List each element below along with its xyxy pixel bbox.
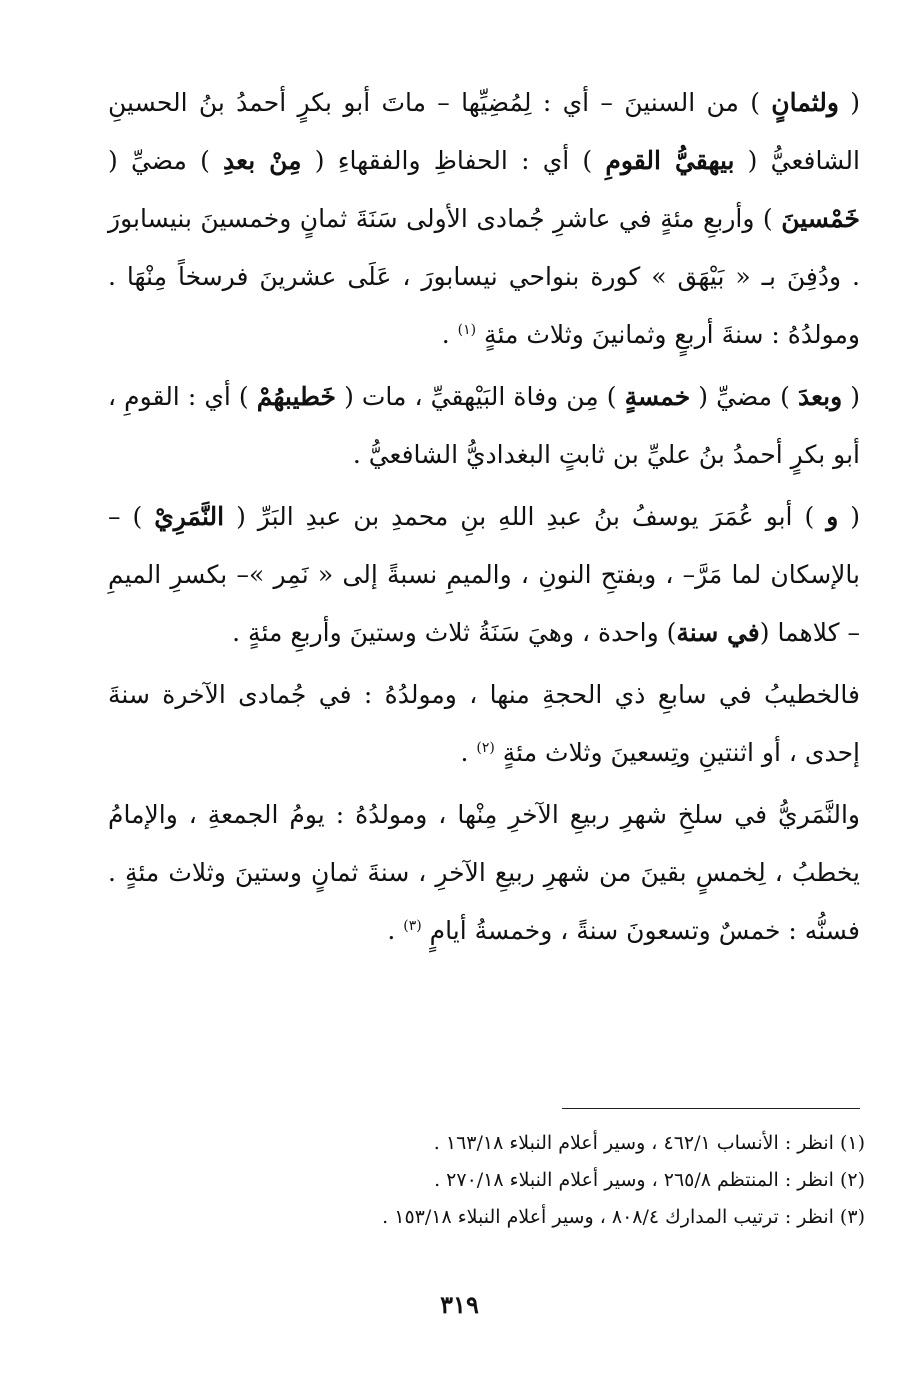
text-run: ) وأربعِ مئةٍ في عاشرِ جُمادى الأولى سَنَةَ ثمانٍ وخمسينَ بنيسابورَ . ودُفِنَ بـ « بَيْهَق » كورة بنواحي نيسابورَ ، عَلَى عشرينَ فرسخاً مِنْهَا . ومولدُهُ : سنةَ أربعٍ وثمانينَ وثلاث مئةٍ <box>108 204 860 349</box>
text-run: ) أبو عُمَرَ يوسفُ بنُ عبدِ اللهِ بنِ محمدِ بن عبدِ البَرِّ ( <box>224 502 827 531</box>
text-run: ) من السنينَ – أي : لِمُضِيِّها – ماتَ أبو بكرٍ أحمدُ بنُ الحسينِ الشافعيُّ ( <box>108 88 860 175</box>
bold-term: في سنة <box>676 618 760 647</box>
bold-term: مِنْ بعدِ <box>223 146 302 175</box>
paragraph <box>108 488 860 662</box>
bold-term: خَطيبهُمْ <box>256 382 336 411</box>
footnote-marker: (٣) <box>403 918 422 934</box>
footnote: (٢) انظر : المنتظم ٢٦٥/٨ ، وسير أعلام النبلاء ٢٧٠/١٨ . <box>434 1169 865 1191</box>
text-run: ) أي : القومِ ، أبو بكرٍ أحمدُ بنُ عليِّ بن ثابتٍ البغداديُّ الشافعيُّ . <box>108 382 860 469</box>
text-run: ) واحدة ، وهيَ سَنَةُ ثلاث وستينَ وأربعِ مئةٍ . <box>232 618 677 647</box>
footnote: (١) انظر : الأنساب ٤٦٢/١ ، وسير أعلام النبلاء ١٦٣/١٨ . <box>433 1132 865 1154</box>
main-text <box>108 74 860 964</box>
footnotes <box>330 1125 865 1236</box>
paragraph <box>108 368 860 484</box>
bold-term: خَمْسينَ <box>781 204 860 233</box>
bold-term: النَّمَرِيْ <box>154 502 225 531</box>
paragraph <box>108 74 860 364</box>
text-run: فالخطيبُ في سابعِ ذي الحجةِ منها ، ومولدُهُ : في جُمادى الآخرة سنةَ إحدى ، أو اثنتينِ وتِسعينَ وثلاث مئةٍ <box>108 680 860 767</box>
text-run: ( <box>838 502 860 531</box>
text-run: والنَّمَريُّ في سلخِ شهرِ ربيعِ الآخرِ مِنْها ، ومولدُهُ : يومُ الجمعةِ ، والإمامُ يخطبُ ، لِخمسٍ بقينَ من شهرِ ربيعِ الآخرِ ، سنةَ ثمانٍ وستينَ وثلاث مئةٍ . فسنُّه : خمسٌ وتسعونَ سنةً ، وخمسةُ أيامٍ <box>108 800 860 945</box>
text-run: ) مِن وفاة البَيْهقيِّ ، مات ( <box>335 382 625 411</box>
footnote-separator <box>562 1108 860 1109</box>
bold-term: بيهقيُّ القومِ <box>605 146 735 175</box>
text-run: ( <box>842 382 861 411</box>
text-run: . <box>460 738 477 767</box>
text-run: ) مضيِّ ( <box>108 146 224 175</box>
text-run: . <box>441 320 458 349</box>
footnote-marker: (١) <box>457 322 477 338</box>
text-run: ) مضيِّ ( <box>690 382 798 411</box>
footnote-marker: (٢) <box>476 740 495 756</box>
bold-term: وبعدَ <box>797 382 843 411</box>
text-run: . <box>387 916 404 945</box>
paragraph <box>108 666 860 782</box>
page-number: ٣١٩ <box>440 1290 479 1319</box>
text-run: ( <box>838 88 860 117</box>
paragraph <box>108 786 860 960</box>
text-run: ) أي : الحفاظِ والفقهاءِ ( <box>301 146 606 175</box>
bold-term: ولثمانٍ <box>771 88 839 117</box>
bold-term: خمسةٍ <box>624 382 691 411</box>
text-run: ) –بالإسكان لما مَرَّ– ، وبفتحِ النونِ ، والميمِ نسبةً إلى « نَمِر »– بكسرِ الميمِ – كلاهما ( <box>108 502 860 647</box>
bold-term: و <box>826 502 839 531</box>
footnote: (٣) انظر : ترتيب المدارك ٨٠٨/٤ ، وسير أعلام النبلاء ١٥٣/١٨ . <box>382 1206 865 1228</box>
